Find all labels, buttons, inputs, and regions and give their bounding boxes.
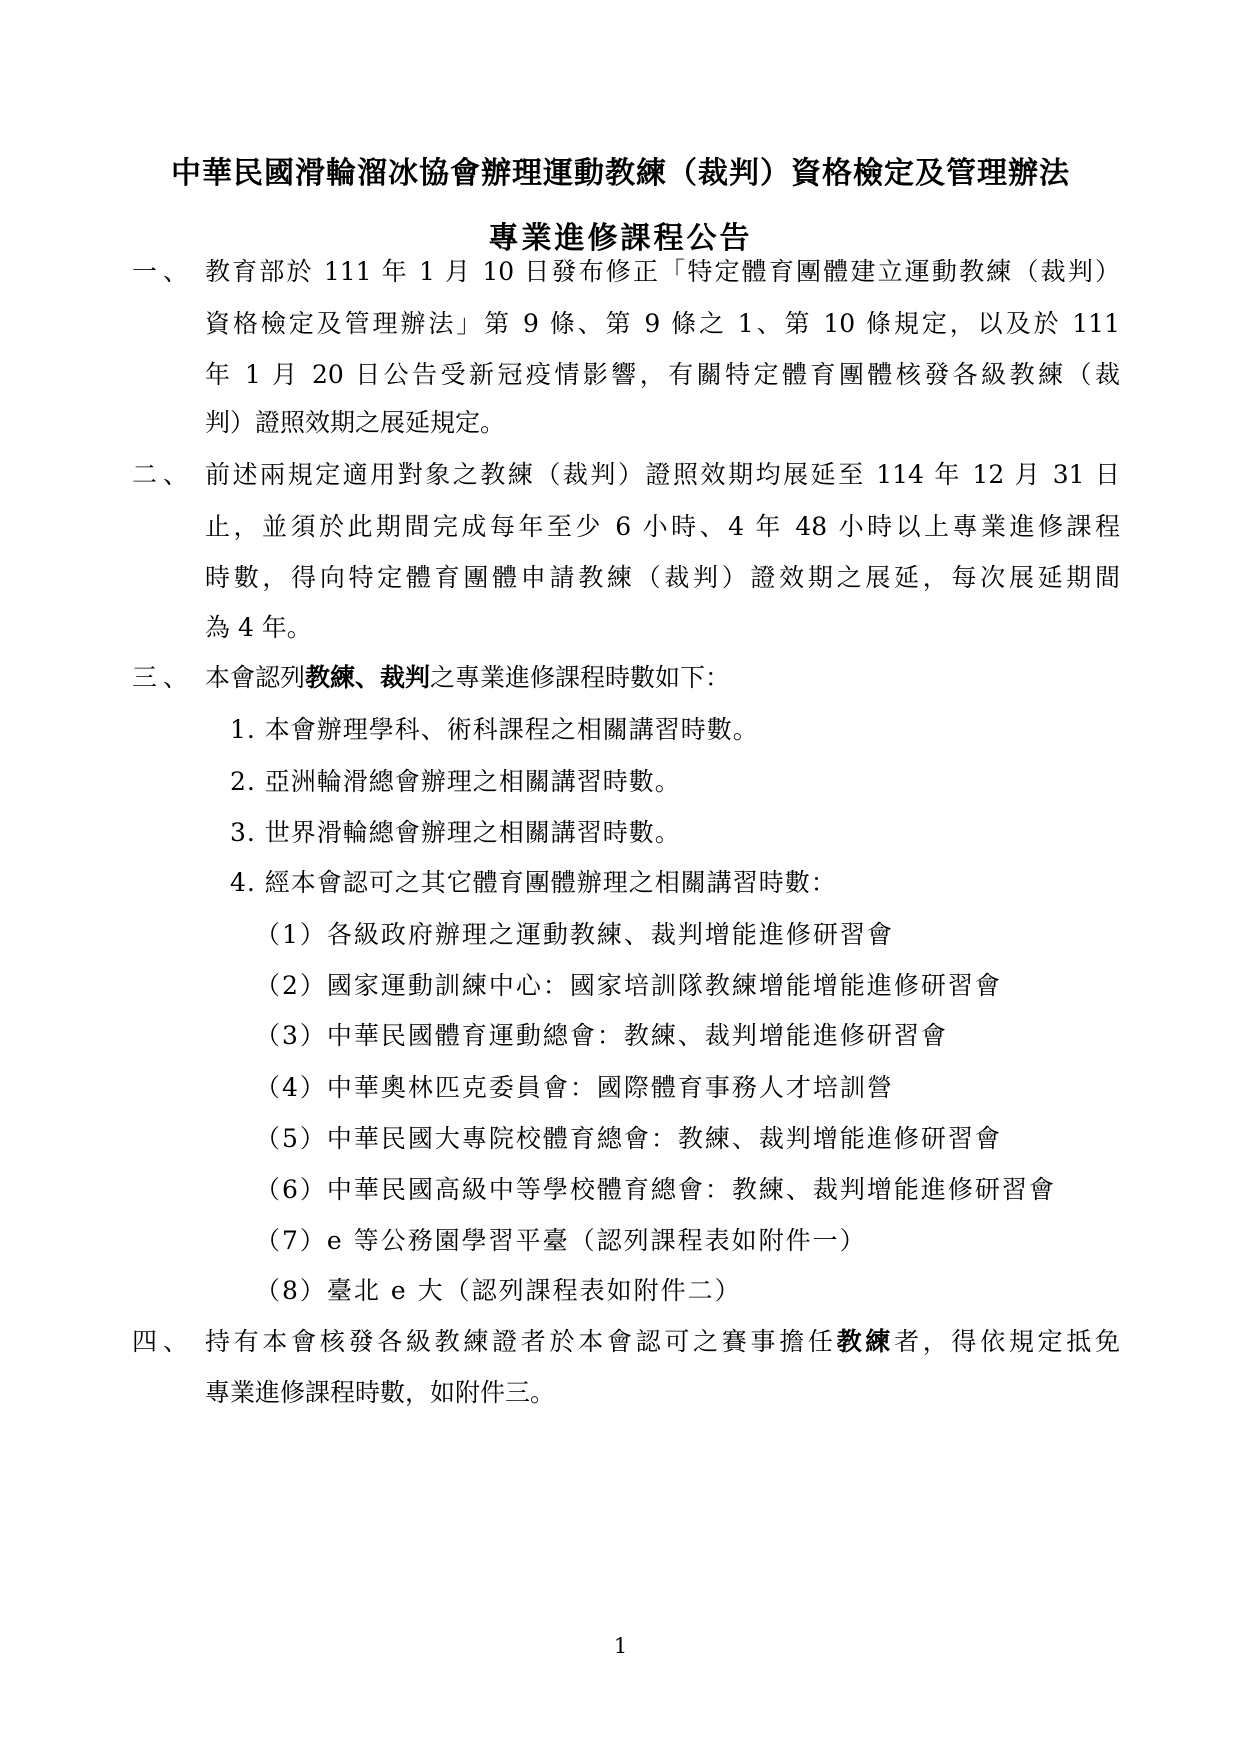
list-item: 1. 本會辦理學科、術科課程之相關講習時數。 [230, 715, 759, 744]
document-title: 中華民國滑輪溜冰協會辦理運動教練（裁判）資格檢定及管理辦法 [171, 156, 1070, 191]
sub-list-item: （2）國家運動訓練中心：國家培訓隊教練增能增能進修研習會 [255, 971, 1002, 1000]
section-2-line: 為 4 年。 [205, 613, 312, 642]
sub-list-item: （8）臺北 e 大（認列課程表如附件二） [255, 1276, 742, 1305]
section-3-number: 三、 [132, 663, 195, 692]
section-4-text: 持有本會核發各級教練證者於本會認可之賽事擔任 [205, 1327, 837, 1356]
page-number: 1 [613, 1634, 628, 1658]
list-item: 4. 經本會認可之其它體育團體辦理之相關講習時數： [230, 868, 837, 897]
section-1-line: 教育部於 111 年 1 月 10 日發布修正「特定體育團體建立運動教練（裁判） [205, 257, 1120, 286]
section-4-line: 專業進修課程時數，如附件三。 [205, 1378, 556, 1407]
list-item: 3. 世界滑輪總會辦理之相關講習時數。 [230, 818, 681, 847]
sub-list-item: （5）中華民國大專院校體育總會：教練、裁判增能進修研習會 [255, 1124, 1002, 1153]
section-3-intro-text: 本會認列 [205, 663, 306, 692]
section-4-number: 四、 [132, 1327, 195, 1356]
sub-list-item: （1）各級政府辦理之運動教練、裁判增能進修研習會 [255, 920, 894, 949]
section-4-line [205, 1327, 1120, 1357]
section-4-text: 者，得依規定抵免 [894, 1327, 1120, 1356]
section-2-line: 前述兩規定適用對象之教練（裁判）證照效期均展延至 114 年 12 月 31 日 [205, 460, 1120, 489]
document-subtitle: 專業進修課程公告 [488, 221, 753, 256]
sub-list-item: （4）中華奧林匹克委員會：國際體育事務人才培訓營 [255, 1073, 894, 1102]
sub-list-item: （7）e 等公務園學習平臺（認列課程表如附件一） [255, 1226, 867, 1255]
section-1-line: 判）證照效期之展延規定。 [205, 408, 506, 437]
section-1-line: 資格檢定及管理辦法」第 9 條、第 9 條之 1、第 10 條規定，以及於 111 [205, 309, 1120, 338]
section-2-number: 二、 [132, 460, 195, 489]
section-1-number: 一、 [132, 257, 195, 286]
list-item: 2. 亞洲輪滑總會辦理之相關講習時數。 [230, 767, 681, 796]
sub-list-item: （3）中華民國體育運動總會：教練、裁判增能進修研習會 [255, 1021, 948, 1050]
section-3-intro [205, 663, 1120, 693]
section-4-emphasis: 教練 [836, 1327, 895, 1356]
section-3-intro-emphasis: 教練、裁判 [305, 663, 431, 692]
section-2-line: 時數，得向特定體育團體申請教練（裁判）證效期之展延，每次展延期間 [205, 563, 1120, 592]
sub-list-item: （6）中華民國高級中等學校體育總會：教練、裁判增能進修研習會 [255, 1175, 1056, 1204]
section-2-line: 止，並須於此期間完成每年至少 6 小時、4 年 48 小時以上專業進修課程 [205, 512, 1120, 541]
section-3-intro-text: 之專業進修課程時數如下： [430, 663, 731, 692]
section-1-line: 年 1 月 20 日公告受新冠疫情影響，有關特定體育團體核發各級教練（裁 [205, 360, 1120, 389]
